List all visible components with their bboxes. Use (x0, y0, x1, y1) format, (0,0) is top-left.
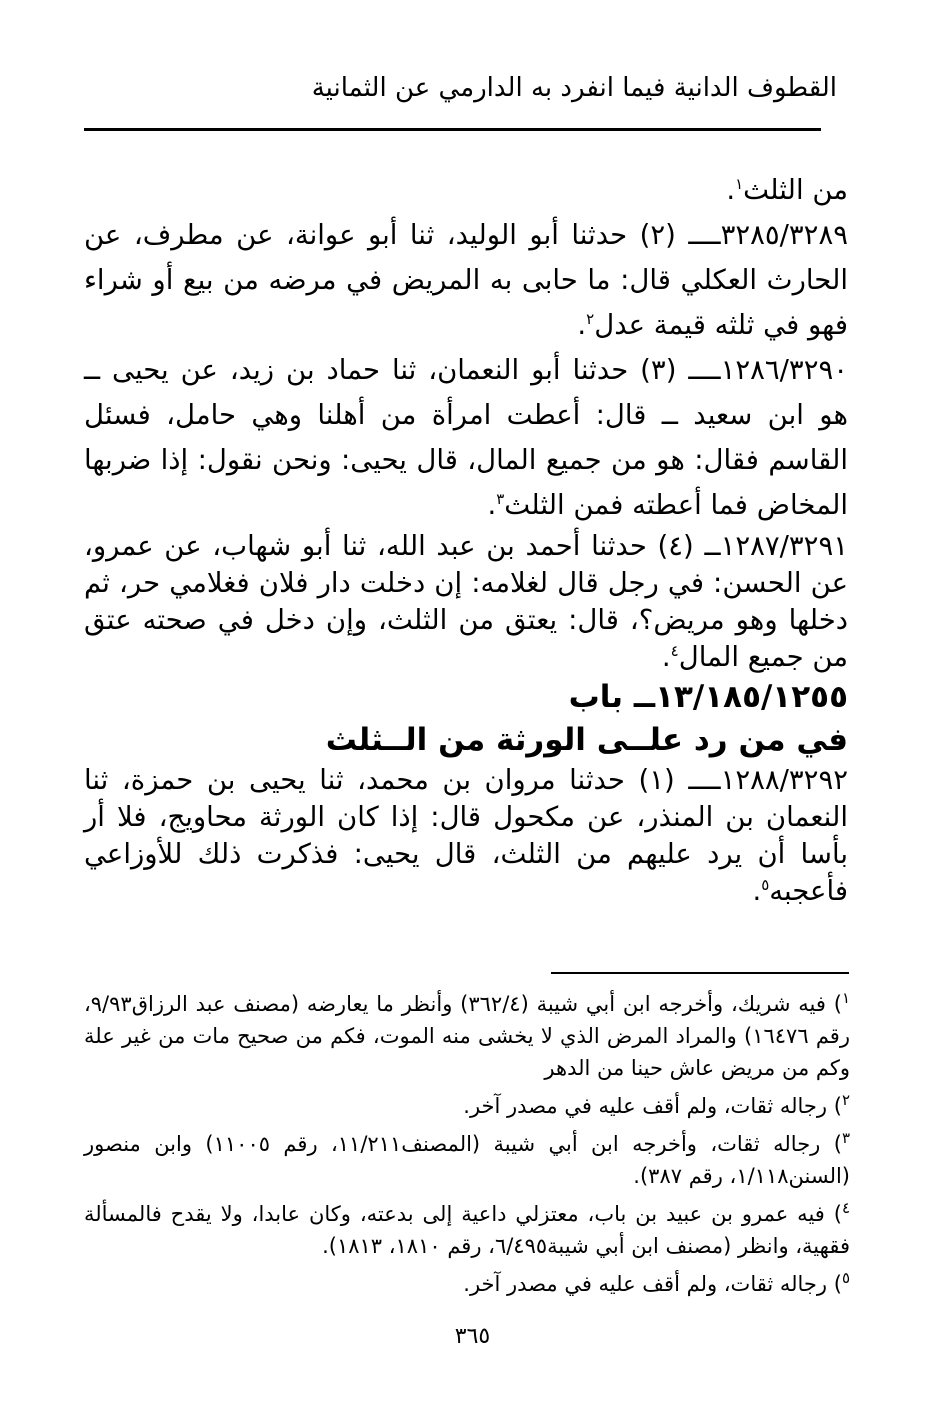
footnote-text: فيه عمرو بن عبيد بن باب، معتزلي داعية إلى بدعته، وكان عابدا، ولا يقدح فالمسألة فقهية، وانظر (مصنف ابن أبي شيبة٦/٤٩٥، رقم ١٨١٠، ١٨١٣). (84, 1202, 850, 1258)
hadith-3289: ٣٢٨٥/٣٢٨٩ــــ (٢) حدثنا أبو الوليد، ثنا أبو عوانة، عن مطرف، عن الحارث العكلي قال: ما حابى به المريض في مرضه من بيع أو شراء فهو في ثلثه قيمة عدل$^٢$. (84, 219, 848, 341)
paragraph-text: ١٢٨٦/٣٢٩٠ــــ (٣) حدثنا أبو النعمان، ثنا حماد بن زيد، عن يحيى ــ هو ابن سعيد ــ قال: أعطت امرأة من أهلنا وهي حامل، فسئل القاسم فقال: هو من جميع المال، قال يحيى: ونحن نقول: إذا ضربها المخاض فما أعطته فمن الثلث (84, 354, 849, 521)
running-header: القطوف الدانية فيما انفرد به الدارمي عن الثمانية (311, 73, 837, 103)
footnote-ref[interactable]: ٥ (761, 875, 770, 894)
footnote-4: $^٤$) فيه عمرو بن عبيد بن باب، معتزلي داعية إلى بدعته، وكان عابدا، ولا يقدح فالمسألة فقهية، وانظر (مصنف ابن أبي شيبة٦/٤٩٥، رقم ١٨١٠، ١٨١٣). (84, 1199, 850, 1258)
footnote-number: ٤ (841, 1199, 850, 1217)
footnote-2: $^٢$) رجاله ثقات، ولم أقف عليه في مصدر آخر. (463, 1091, 850, 1118)
paragraph-text: ١٢٨٧/٣٢٩١ــ (٤) حدثنا أحمد بن عبد الله، ثنا أبو شهاب، عن عمرو، عن الحسن: في رجل قال لغلامه: إن دخلت دار فلان فغلامي حر، ثم دخلها وهو مريض؟، قال: يعتق من الثلث، وإن دخل في صحته عتق من جميع المال (84, 530, 848, 673)
footnote-text: رجاله ثقات، وأخرجه ابن أبي شيبة (المصنف١١/٢١١، رقم ١١٠٠٥) وابن منصور (السنن١/١١٨، رقم ٣٨٧). (84, 1132, 850, 1188)
footnote-number: ٣ (841, 1129, 850, 1147)
hadith-3290: ١٢٨٦/٣٢٩٠ــــ (٣) حدثنا أبو النعمان، ثنا حماد بن زيد، عن يحيى ــ هو ابن سعيد ــ قال: أعطت امرأة من أهلنا وهي حامل، فسئل القاسم فقال: هو من جميع المال، قال يحيى: ونحن نقول: إذا ضربها المخاض فما أعطته فمن الثلث$^٣$. (84, 354, 849, 521)
paragraph-text: ١٢٨٨/٣٢٩٢ــــ (١) حدثنا مروان بن محمد، ثنا يحيى بن حمزة، ثنا النعمان بن المنذر، عن مكحول قال: إذا كان الورثة محاويج، فلا أر بأسا أن يرد عليهم من الثلث، قال يحيى: فذكرت ذلك للأوزاعي فأعجبه (84, 764, 848, 907)
footnote-number: ١ (841, 989, 850, 1007)
footnote-text: رجاله ثقات، ولم أقف عليه في مصدر آخر. (463, 1094, 828, 1118)
footnote-text: رجاله ثقات، ولم أقف عليه في مصدر آخر. (463, 1272, 828, 1296)
main-text (84, 168, 848, 910)
footnote-1: $^١$) فيه شريك، وأخرجه ابن أبي شيبة (٣٦٢/٤) وأنظر ما يعارضه (مصنف عبد الرزاق٩/٩٣، رقم ١٦٤٧٦) والمراد المرض الذي لا يخشى منه الموت، فكم من صحيح مات من غير علة وكم من مريض عاش حينا من الدهر (84, 989, 850, 1080)
hadith-3291: ١٢٨٧/٣٢٩١ــ (٤) حدثنا أحمد بن عبد الله، ثنا أبو شهاب، عن عمرو، عن الحسن: في رجل قال لغلامه: إن دخلت دار فلان فغلامي حر، ثم دخلها وهو مريض؟، قال: يعتق من الثلث، وإن دخل في صحته عتق من جميع المال$^٤$. (84, 530, 848, 673)
hadith-3292: ١٢٨٨/٣٢٩٢ــــ (١) حدثنا مروان بن محمد، ثنا يحيى بن حمزة، ثنا النعمان بن المنذر، عن مكحول قال: إذا كان الورثة محاويج، فلا أر بأسا أن يرد عليهم من الثلث، قال يحيى: فذكرت ذلك للأوزاعي فأعجبه$^٥$. (84, 764, 848, 907)
footnote-number: ٥ (841, 1269, 850, 1287)
footnote-5: $^٥$) رجاله ثقات، ولم أقف عليه في مصدر آخر. (463, 1269, 850, 1296)
footnote-3: $^٣$) رجاله ثقات، وأخرجه ابن أبي شيبة (المصنف١١/٢١١، رقم ١١٠٠٥) وابن منصور (السنن١/١١٨، رقم ٣٨٧). (84, 1129, 850, 1188)
footnote-ref[interactable]: ٣ (496, 489, 505, 508)
chapter-title: في من رد علــى الورثة من الــثلث (325, 722, 848, 758)
footnote-divider (551, 972, 849, 974)
footnote-text: فيه شريك، وأخرجه ابن أبي شيبة (٣٦٢/٤) وأنظر ما يعارضه (مصنف عبد الرزاق٩/٩٣، رقم ١٦٤٧٦) والمراد المرض الذي لا يخشى منه الموت، فكم من صحيح مات من غير علة وكم من مريض عاش حينا من الدهر (84, 992, 850, 1080)
footnote-ref[interactable]: ٤ (670, 641, 679, 660)
paragraph-text: ٣٢٨٥/٣٢٨٩ــــ (٢) حدثنا أبو الوليد، ثنا أبو عوانة، عن مطرف، عن الحارث العكلي قال: ما حابى به المريض في مرضه من بيع أو شراء فهو في ثلثه قيمة عدل (84, 219, 848, 341)
chapter-number: ١٣/١٨٥/١٢٥٥ــ باب (568, 679, 848, 715)
footnote-ref[interactable]: ٢ (586, 309, 595, 328)
footnotes (84, 988, 850, 1306)
footnote-ref[interactable]: ١ (735, 174, 744, 193)
header-divider (84, 128, 821, 131)
page-number: ٣٦٥ (454, 1324, 491, 1349)
paragraph-1: من الثلث$^١$. (726, 174, 848, 206)
paragraph-text: من الثلث (743, 174, 848, 206)
footnote-number: ٢ (841, 1091, 850, 1109)
